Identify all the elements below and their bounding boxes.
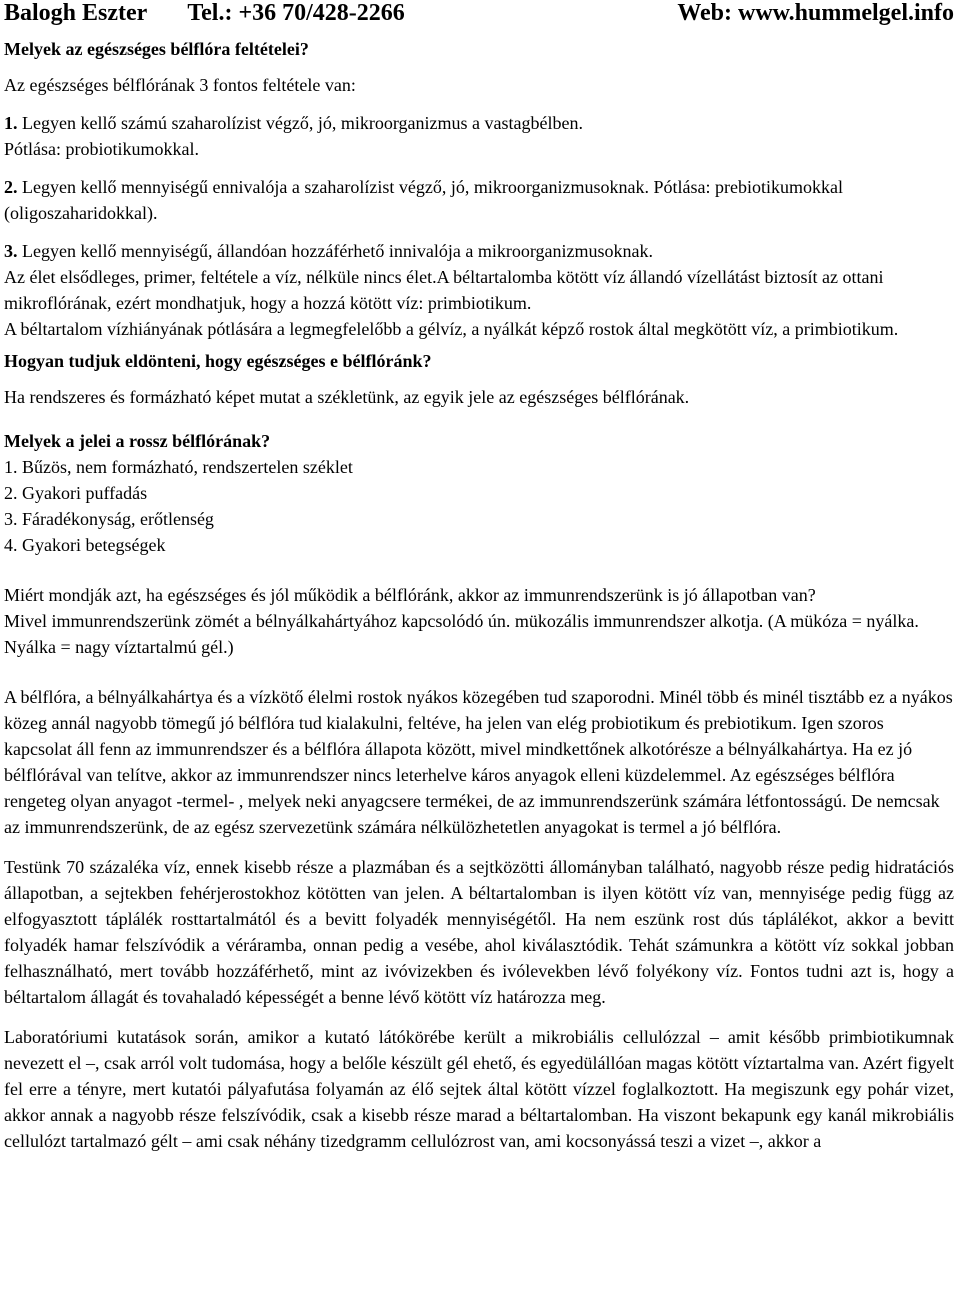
list-item: 3. Fáradékonyság, erőtlenség [4, 509, 214, 529]
paragraph-water: Testünk 70 százaléka víz, ennek kisebb része a plazmában és a sejtközötti állományban található, nagyobb része pedig hidratációs állapotban, a sejtekben fehérjerostokhoz kötötten van jelen. A béltartalomban is ilyen kötött víz van, mennyisége pedig függ az elfogyasztott táplálék rosttartalmától és a bevitt folyadék mennyiségétől. Ha nem eszünk rost dús táplálékot, akkor a bevitt folyadék hamar felszívódik a véráramba, onnan pedig a vesébe, ahol kiválasztódik. Tehát számunkra a kötött víz sokkal jobban felhasználható, mert tovább hozzáférhető, mint az ivóvizekben és ivólevekben lévő folyékony víz. Fontos tudni azt is, hogy a béltartalom állagát és tovahaladó képességét a benne lévő kötött víz határozza meg. [4, 857, 954, 1007]
paragraph-laboratory: Laboratóriumi kutatások során, amikor a kutató látókörébe került a mikrobiális cellulózzal – amit később primbiotikumnak nevezett el –, csak arról volt tudomása, hogy a belőle készült gél ehető, és egyedülállóan magas kötött víztartalma van. Azért figyelt fel erre a tényre, mert kutatói pályafutása folyamán az élő sejtek által kötött vízzel foglalkoztott. Ha megiszunk egy pohár vizet, akkor annak a nagyobb része felszívódik, csak a kisebb része marad a béltartalomban. Ha viszont bekapunk egy kanál mikrobiális cellulózt tartalmazó gélt – ami csak néhány tizedgramm cellulózrost van, ami kocsonyássá teszi a vizet –, akkor a [4, 1027, 954, 1151]
condition-1-text: Legyen kellő számú szaharolízist végző, jó, mikroorganizmus a vastagbélben. [17, 113, 583, 133]
paragraph-immune-question: Miért mondják azt, ha egészséges és jól működik a bélflóránk, akkor az immunrendszerünk is jó állapotban van? [4, 585, 816, 605]
condition-1-supplement: Pótlása: probiotikumokkal. [4, 139, 199, 159]
bad-signs-list [4, 454, 954, 558]
author-phone: Tel.: +36 70/428-2266 [187, 0, 405, 26]
page-header [4, 0, 954, 26]
condition-1 [4, 110, 954, 136]
heading-check: Hogyan tudjuk eldönteni, hogy egészséges e bélflóránk? [4, 351, 432, 371]
intro-text: Az egészséges bélflórának 3 fontos feltétele van: [4, 75, 356, 95]
author-name: Balogh Eszter [4, 0, 148, 26]
author-website: Web: www.hummelgel.info [677, 0, 954, 26]
heading-bad-signs: Melyek a jelei a rossz bélflórának? [4, 431, 271, 451]
condition-2-number: 2. [4, 177, 18, 197]
condition-2 [4, 174, 954, 226]
paragraph-immune-answer: Mivel immunrendszerünk zömét a bélnyálkahártyához kapcsolódó ún. mükozális immunrendszer alkotja. (A mükóza = nyálka. Nyálka = nagy víztartalmú gél.) [4, 611, 919, 657]
answer-check: Ha rendszeres és formázható képet mutat a székletünk, az egyik jele az egészséges bélflórának. [4, 387, 690, 407]
list-item: 2. Gyakori puffadás [4, 483, 148, 503]
paragraph-flora: A bélflóra, a bélnyálkahártya és a vízkötő élelmi rostok nyákos közegében tud szaporodni. Minél több és minél tisztább ez a nyákos közeg annál nagyobb tömegű jó bélflóra tud kialakulni, feltéve, ha jelen van elég probiotikum és prebiotikum. Igen szoros kapcsolat áll fenn az immunrendszer és a bélflóra állapota között, mivel mindkettőnek alkotórésze a bélnyálkahártya. Ha ez jó bélflórával van telítve, akkor az immunrendszer nincs leterhelve káros anyagok elleni küzdelemmel. Az egészséges bélflóra rengeteg olyan anyagot -termel- , melyek neki anyagcsere termékei, de az immunrendszerünk számára létfontosságú. De nemcsak az immunrendszerünk, de az egész szervezetünk számára nélkülözhetetlen anyagokat is termel a jó bélflóra. [4, 687, 953, 837]
condition-3-number: 3. [4, 241, 18, 261]
document-page [4, 0, 954, 1154]
condition-3 [4, 238, 954, 264]
condition-2-text: Legyen kellő mennyiségű ennivalója a szaharolízist végző, jó, mikroorganizmusoknak. Pótlása: prebiotikumokkal (oligoszaharidokkal). [4, 177, 843, 223]
condition-3-paragraph-3: A béltartalom vízhiányának pótlására a legmegfelelőbb a gélvíz, a nyálkát képző rostok által megkötött víz, a primbiotikum. [4, 319, 899, 339]
condition-3-paragraph-2: Az élet elsődleges, primer, feltétele a víz, nélküle nincs élet.A béltartalomba kötött víz állandó vízellátást biztosít az ottani mikroflórának, ezért mondhatjuk, hogy a hozzá kötött víz: primbiotikum. [4, 267, 884, 313]
list-item: 4. Gyakori betegségek [4, 535, 166, 555]
list-item: 1. Bűzös, nem formázható, rendszertelen széklet [4, 457, 353, 477]
condition-1-number: 1. [4, 113, 18, 133]
heading-conditions: Melyek az egészséges bélflóra feltételei? [4, 39, 309, 59]
condition-3-text: Legyen kellő mennyiségű, állandóan hozzáférhető innivalója a mikroorganizmusoknak. [17, 241, 653, 261]
